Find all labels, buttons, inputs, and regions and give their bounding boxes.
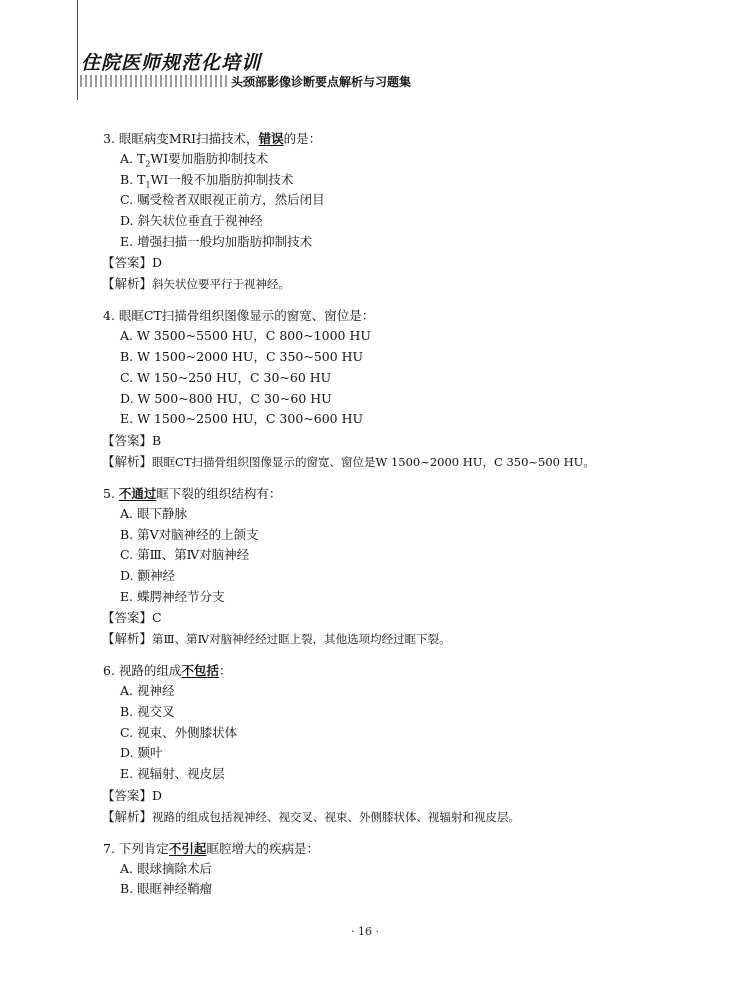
answer-option — [103, 326, 713, 347]
question-stem — [103, 660, 713, 681]
header-tick-bar — [80, 75, 227, 87]
question-stem — [103, 483, 713, 504]
answer-option — [103, 525, 713, 546]
option-text: E. W 1500~2500 HU，C 300~600 HU — [120, 411, 364, 427]
question-text-num: 5. — [103, 485, 119, 501]
question-emphasis: 不引起 — [168, 840, 207, 856]
question-stem — [103, 838, 713, 859]
question-text-num: 6. — [103, 663, 119, 679]
question-text-post: 的是： — [283, 131, 322, 146]
question-emphasis: 不通过 — [118, 485, 157, 501]
option-text: B. T — [120, 171, 146, 187]
question-text-post: ： — [218, 663, 232, 679]
explanation-label: 【解析】 — [102, 276, 153, 292]
answer-option — [103, 409, 713, 430]
explanation-text: 第Ⅲ、第Ⅳ对脑神经经过眶上裂，其他选项均经过眶下裂。 — [152, 632, 451, 647]
question-stem — [103, 305, 713, 326]
answer-value: C — [152, 610, 162, 626]
option-subscript: 2 — [145, 159, 151, 169]
option-text: D. W 500~800 HU，C 30~60 HU — [120, 390, 332, 406]
answer-option — [103, 764, 713, 785]
header-book-subtitle: 头颈部影像诊断要点解析与习题集 — [231, 75, 412, 89]
question-emphasis: 错误 — [258, 131, 284, 146]
answer-option — [103, 170, 713, 191]
explanation-line — [102, 273, 713, 294]
answer-option — [103, 681, 713, 702]
answer-option — [103, 211, 713, 232]
answer-option — [103, 743, 713, 764]
explanation-label: 【解析】 — [102, 808, 153, 824]
option-text: D. 颞叶 — [120, 745, 163, 761]
option-text: E. 增强扫描一般均加脂肪抑制技术 — [120, 233, 313, 249]
question-stem — [103, 128, 713, 149]
answer-option — [103, 347, 713, 368]
answer-option — [103, 368, 713, 389]
option-text: C. W 150~250 HU，C 30~60 HU — [120, 369, 332, 385]
option-text: B. 视交叉 — [120, 704, 175, 719]
answer-value: D — [152, 787, 163, 803]
option-text: A. 视神经 — [120, 683, 175, 699]
answer-option — [103, 545, 713, 566]
option-text: A. 眼下静脉 — [120, 505, 187, 521]
answer-value: B — [152, 432, 162, 448]
question-text-post: 眶下裂的组织结构有： — [156, 485, 282, 501]
answer-line — [102, 785, 713, 806]
answer-option — [103, 232, 713, 253]
question-block — [103, 838, 713, 900]
answer-option — [103, 702, 713, 723]
answer-label: 【答案】 — [102, 432, 153, 448]
answer-line — [102, 430, 713, 451]
option-text: E. 蝶腭神经节分支 — [120, 588, 225, 604]
header-vertical-rule — [77, 0, 78, 100]
question-block — [103, 128, 713, 294]
answer-label: 【答案】 — [102, 610, 153, 626]
option-text: A. 眼球摘除术后 — [120, 860, 212, 876]
header-brand-title: 住院医师规范化培训 — [81, 52, 262, 74]
question-text-pre: 眼眶CT扫描骨组织图像显示的窗宽、窗位是： — [118, 308, 375, 324]
option-text: E. 视辐射、视皮层 — [120, 766, 225, 782]
answer-option — [103, 566, 713, 587]
question-text-num: 4. — [103, 308, 119, 324]
explanation-label: 【解析】 — [102, 453, 153, 469]
option-text: C. 嘱受检者双眼视正前方，然后闭目 — [120, 192, 325, 208]
option-text: B. 眼眶神经鞘瘤 — [120, 881, 213, 897]
question-block — [103, 483, 713, 649]
explanation-text: 眼眶CT扫描骨组织图像显示的窗宽、窗位是W 1500~2000 HU，C 350~500 HU。 — [152, 454, 595, 469]
option-text: B. W 1500~2000 HU，C 350~500 HU — [120, 349, 364, 365]
question-text-pre: 下列肯定 — [118, 840, 169, 856]
explanation-label: 【解析】 — [102, 631, 153, 647]
answer-option — [103, 723, 713, 744]
option-subscript: 1 — [145, 180, 151, 190]
option-text: B. 第Ⅴ对脑神经的上颌支 — [120, 526, 259, 542]
answer-option — [103, 190, 713, 211]
question-text-num: 3. — [103, 131, 119, 146]
option-text: C. 视束、外侧膝状体 — [120, 724, 238, 740]
option-text: A. W 3500~5500 HU，C 800~1000 HU — [120, 328, 371, 344]
answer-line — [102, 607, 713, 628]
question-text-num: 7. — [103, 840, 119, 856]
question-block — [103, 660, 713, 826]
explanation-line — [102, 451, 713, 472]
answer-option — [103, 587, 713, 608]
answer-option — [103, 879, 713, 900]
question-text-post: 眶腔增大的疾病是： — [206, 840, 319, 856]
explanation-text: 斜矢状位要平行于视神经。 — [152, 277, 291, 292]
question-emphasis: 不包括 — [181, 663, 219, 679]
answer-option — [103, 859, 713, 880]
question-block — [103, 305, 713, 471]
answer-value: D — [152, 255, 163, 271]
option-text: D. 斜矢状位垂直于视神经 — [120, 213, 263, 229]
explanation-line — [102, 806, 713, 827]
answer-option — [103, 149, 713, 170]
option-text-rest: WI要加脂肪抑制技术 — [150, 151, 269, 166]
answer-label: 【答案】 — [102, 787, 153, 803]
option-text: A. T — [120, 151, 146, 166]
explanation-line — [102, 628, 713, 649]
answer-option — [103, 504, 713, 525]
question-text-pre: 眼眶病变MRI扫描技术， — [118, 131, 259, 146]
answer-label: 【答案】 — [102, 255, 153, 271]
option-text-rest: WI一般不加脂肪抑制技术 — [150, 171, 294, 187]
option-text: D. 颧神经 — [120, 567, 176, 583]
answer-line — [102, 252, 713, 273]
question-list — [103, 128, 713, 911]
page-number: · 16 · — [351, 925, 379, 938]
answer-option — [103, 389, 713, 410]
option-text: C. 第Ⅲ、第Ⅳ对脑神经 — [120, 547, 250, 563]
explanation-text: 视路的组成包括视神经、视交叉、视束、外侧膝状体、视辐射和视皮层。 — [152, 809, 521, 824]
question-text-pre: 视路的组成 — [118, 663, 182, 679]
